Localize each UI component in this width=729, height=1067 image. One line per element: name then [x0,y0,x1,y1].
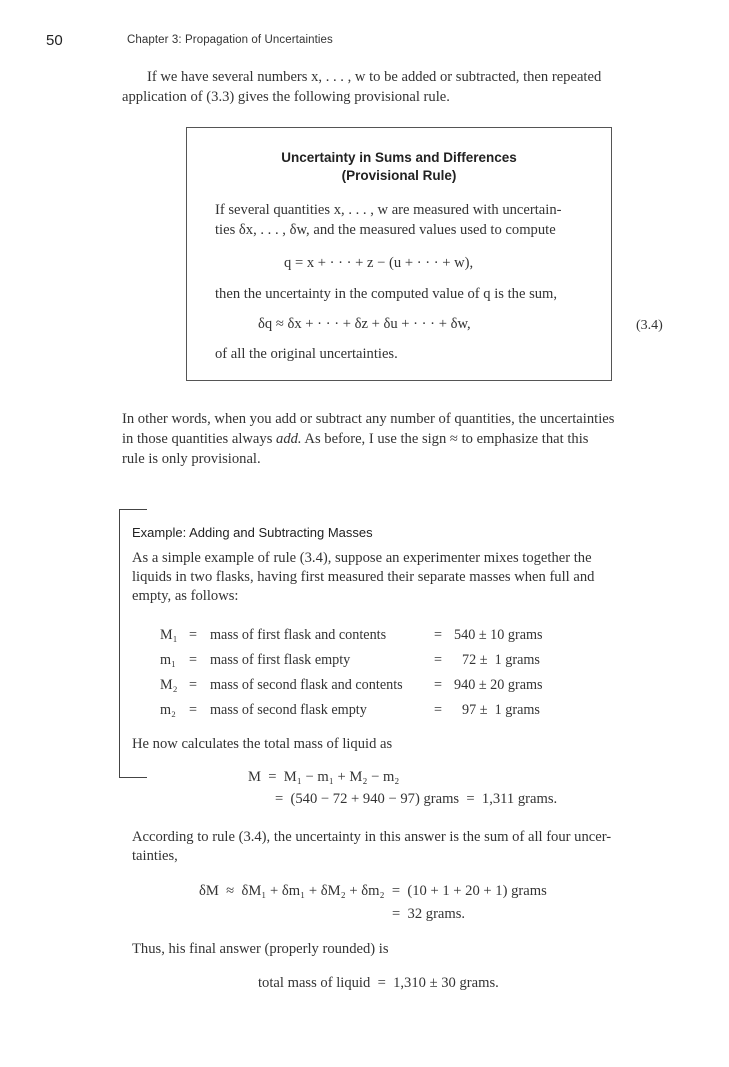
rule-box [186,127,612,381]
example-para1-line-2: liquids in two flasks, having first measured their separate masses when full and [132,569,595,585]
uncertainty-line-2: = 32 grams. [392,906,466,922]
table-row-4-desc: mass of second flask empty [210,702,367,718]
table-row-4-value: 97 ± 1 grams [462,702,540,718]
table-row-1-value: 540 ± 10 grams [454,627,543,643]
rule-text-line-4: of all the original uncertainties. [215,346,398,362]
rule-text-line-2: ties δx, . . . , δw, and the measured values used to compute [215,222,556,238]
calc-line-1: M = M₁ − m₁ + M₂ − m₂ [248,769,400,785]
table-row-2-value: 72 ± 1 grams [462,652,540,668]
after-line-2-emphasis: add. [276,431,302,447]
after-line-2-end: As before, I use the sign ≈ to emphasize that this [301,431,589,447]
rule-text-line-3: then the uncertainty in the computed value of q is the sum, [215,286,558,302]
after-line-3: rule is only provisional. [122,451,261,467]
rule-text-line-1: If several quantities x, . . . , w are measured with uncertain- [215,202,562,218]
equation-number: (3.4) [636,318,663,333]
table-row-2-eq: = [189,652,198,668]
example-bracket-left [119,509,120,777]
after-line-2 [122,430,588,450]
table-row-2-symbol: m₁ [160,652,176,668]
final-answer: total mass of liquid = 1,310 ± 30 grams. [258,975,499,991]
table-row-1-eq: = [189,627,198,643]
table-row-2-desc: mass of first flask empty [210,652,351,668]
intro-line-2: application of (3.3) gives the following provisional rule. [122,89,450,105]
page-number: 50 [46,32,63,49]
calc-line-2: = (540 − 72 + 940 − 97) grams = 1,311 grams. [275,791,558,807]
rule-equation-dq: δq ≈ δx + · · · + δz + δu + · · · + δw, [258,316,471,332]
example-bracket-top [119,509,147,510]
example-title: Example: Adding and Subtracting Masses [132,525,373,540]
table-row-3-desc: mass of second flask and contents [210,677,403,693]
table-row-4-symbol: m₂ [160,702,176,718]
example-para1-line-3: empty, as follows: [132,588,239,604]
uncertainty-line-1: δM ≈ δM₁ + δm₁ + δM₂ + δm₂ = (10 + 1 + 20 + 1) grams [199,883,547,899]
table-row-2-eq2: = [434,652,443,668]
table-row-1-desc: mass of first flask and contents [210,627,387,643]
table-row-3-value: 940 ± 20 grams [454,677,543,693]
table-row-3-eq2: = [434,677,443,693]
after-line-1: In other words, when you add or subtract any number of quantities, the uncertainties [122,411,615,427]
table-row-4-eq: = [189,702,198,718]
rule-equation-q: q = x + · · · + z − (u + · · · + w), [284,255,474,271]
table-row-3-eq: = [189,677,198,693]
rule-title-line-1: Uncertainty in Sums and Differences [281,150,517,165]
example-para3-line-2: tainties, [132,848,178,864]
example-para2: He now calculates the total mass of liquid as [132,736,393,752]
table-row-1-eq2: = [434,627,443,643]
example-bracket-bottom [119,777,147,778]
after-line-2-start: in those quantities always [122,431,277,447]
intro-line-1: If we have several numbers x, . . . , w to be added or subtracted, then repeated [147,69,602,85]
table-row-4-eq2: = [434,702,443,718]
table-row-3-symbol: M₂ [160,677,178,693]
running-title: Chapter 3: Propagation of Uncertainties [127,34,333,46]
example-para4: Thus, his final answer (properly rounded) is [132,941,389,957]
example-para1-line-1: As a simple example of rule (3.4), suppose an experimenter mixes together the [132,550,592,566]
table-row-1-symbol: M₁ [160,627,178,643]
example-para3-line-1: According to rule (3.4), the uncertainty in this answer is the sum of all four uncer- [132,829,612,845]
rule-title-line-2: (Provisional Rule) [341,168,457,183]
